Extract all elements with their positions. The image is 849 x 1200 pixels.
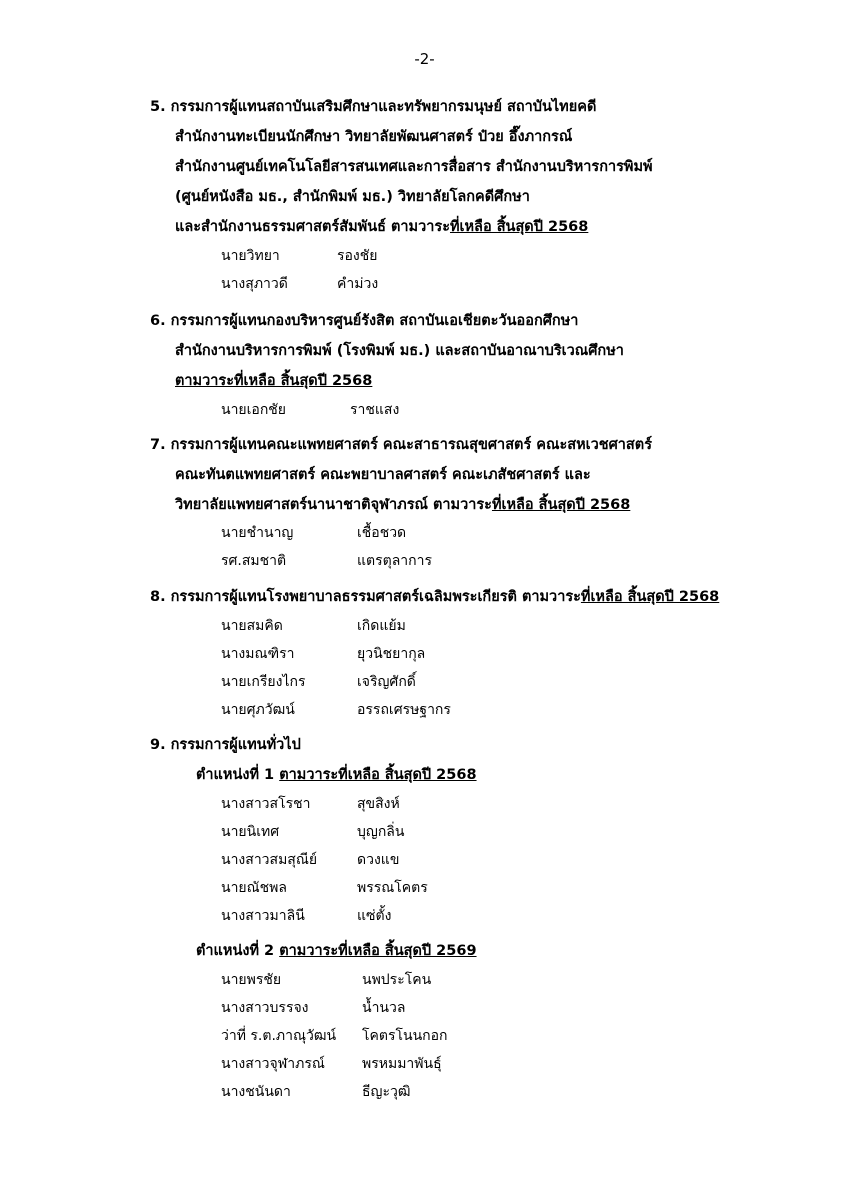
section-7-term-underlined: ที่เหลือ สิ้นสุดปี 2568 xyxy=(491,497,631,513)
section-6-line-1: สำนักงานบริหารการพิมพ์ (โรงพิมพ์ มธ.) และสถาบันอาณาบริเวณศึกษา xyxy=(175,343,624,359)
member-prefix: นางสาวบรรจง xyxy=(221,1000,309,1016)
section-5-heading: 5. กรรมการผู้แทนสถาบันเสริมศึกษาและทรัพยากรมนุษย์ สถาบันไทยคดี xyxy=(150,99,597,115)
member-prefix: รศ.สมชาติ xyxy=(221,553,287,569)
position-1-label: ตำแหน่งที่ 1 xyxy=(196,767,280,783)
member-surname: นพประโคน xyxy=(362,972,432,988)
member-surname: พรหมมาพันธุ์ xyxy=(362,1056,442,1072)
section-8-term-underlined: ที่เหลือ สิ้นสุดปี 2568 xyxy=(580,589,720,605)
member-prefix: นายเอกชัย xyxy=(221,402,287,418)
section-8-heading-prefix: 8. กรรมการผู้แทนโรงพยาบาลธรรมศาสตร์เฉลิมพระเกียรติ ตามวาระ xyxy=(150,589,581,605)
member-prefix: ว่าที่ ร.ต.ภาณุวัฒน์ xyxy=(221,1028,337,1044)
member-prefix: นางสาวสโรชา xyxy=(221,796,311,812)
section-6-term-line xyxy=(175,369,372,392)
member-prefix: นางมณฑิรา xyxy=(221,646,295,662)
member-surname: รองชัย xyxy=(337,248,378,264)
member-surname: ดวงแข xyxy=(357,852,400,868)
section-5-line-2: สำนักงานศูนย์เทคโนโลยีสารสนเทศและการสื่อสาร สำนักงานบริหารการพิมพ์ xyxy=(175,159,653,175)
section-5-line-1: สำนักงานทะเบียนนักศึกษา วิทยาลัยพัฒนศาสตร์ ป๋วย อึ๊งภากรณ์ xyxy=(175,129,573,145)
member-surname: โคตรโนนกอก xyxy=(362,1028,448,1044)
section-7-line-1: คณะทันตแพทยศาสตร์ คณะพยาบาลศาสตร์ คณะเภสัชศาสตร์ และ xyxy=(175,467,591,483)
member-prefix: นางชนันดา xyxy=(221,1084,291,1100)
member-prefix: นายณัชพล xyxy=(221,880,287,896)
section-5-term-underlined: ที่เหลือ สิ้นสุดปี 2568 xyxy=(449,219,589,235)
section-9-heading: 9. กรรมการผู้แทนทั่วไป xyxy=(150,737,301,753)
member-prefix: นายนิเทศ xyxy=(221,824,280,840)
member-prefix: นายชำนาญ xyxy=(221,525,294,541)
section-8-heading xyxy=(150,585,719,608)
member-prefix: นางสุภาวดี xyxy=(221,276,288,292)
section-5-term-prefix: และสำนักงานธรรมศาสตร์สัมพันธ์ ตามวาระ xyxy=(175,219,450,235)
position-2-term: ตามวาระที่เหลือ สิ้นสุดปี 2569 xyxy=(279,943,477,959)
member-surname: อรรถเศรษฐากร xyxy=(357,702,451,718)
member-surname: เชื้อชวด xyxy=(357,525,407,541)
member-surname: เจริญศักดิ์ xyxy=(357,674,416,690)
position-1-heading xyxy=(196,763,477,786)
member-prefix: นางสาวสมสุณีย์ xyxy=(221,852,318,868)
section-7-term-prefix: วิทยาลัยแพทยศาสตร์นานาชาติจุฬาภรณ์ ตามวาระ xyxy=(175,497,492,513)
member-prefix: นายพรชัย xyxy=(221,972,282,988)
member-surname: แตรตุลาการ xyxy=(357,553,433,569)
member-surname: พรรณโคตร xyxy=(357,880,428,896)
member-prefix: นายสมคิด xyxy=(221,618,283,634)
section-5-term-line xyxy=(175,215,588,238)
position-2-label: ตำแหน่งที่ 2 xyxy=(196,943,280,959)
member-prefix: นายศุภวัฒน์ xyxy=(221,702,295,718)
member-surname: น้ำนวล xyxy=(362,1000,406,1016)
member-surname: สุขสิงห์ xyxy=(357,796,400,812)
member-surname: บุญกลิ่น xyxy=(357,824,405,840)
member-surname: แซ่ตั้ง xyxy=(357,908,392,924)
member-surname: คำม่วง xyxy=(337,276,379,292)
section-6-term-underlined: ตามวาระที่เหลือ สิ้นสุดปี 2568 xyxy=(175,373,373,389)
member-prefix: นายเกรียงไกร xyxy=(221,674,306,690)
position-1-term: ตามวาระที่เหลือ สิ้นสุดปี 2568 xyxy=(279,767,477,783)
member-surname: เกิดแย้ม xyxy=(357,618,406,634)
position-2-heading xyxy=(196,939,477,962)
page-number: -2- xyxy=(414,50,435,68)
member-surname: ยุวนิชยากุล xyxy=(357,646,426,662)
member-prefix: นางสาวจุฬาภรณ์ xyxy=(221,1056,325,1072)
member-prefix: นางสาวมาลินี xyxy=(221,908,305,924)
member-surname: ธีญะวุฒิ xyxy=(362,1084,411,1100)
section-7-term-line xyxy=(175,493,630,516)
member-surname: ราชแสง xyxy=(350,402,400,418)
member-prefix: นายวิทยา xyxy=(221,248,280,264)
section-6-heading: 6. กรรมการผู้แทนกองบริหารศูนย์รังสิต สถาบันเอเชียตะวันออกศึกษา xyxy=(150,313,579,329)
section-5-line-3: (ศูนย์หนังสือ มธ., สำนักพิมพ์ มธ.) วิทยาลัยโลกคดีศึกษา xyxy=(175,189,530,205)
section-7-heading: 7. กรรมการผู้แทนคณะแพทยศาสตร์ คณะสาธารณสุขศาสตร์ คณะสหเวชศาสตร์ xyxy=(150,437,652,453)
